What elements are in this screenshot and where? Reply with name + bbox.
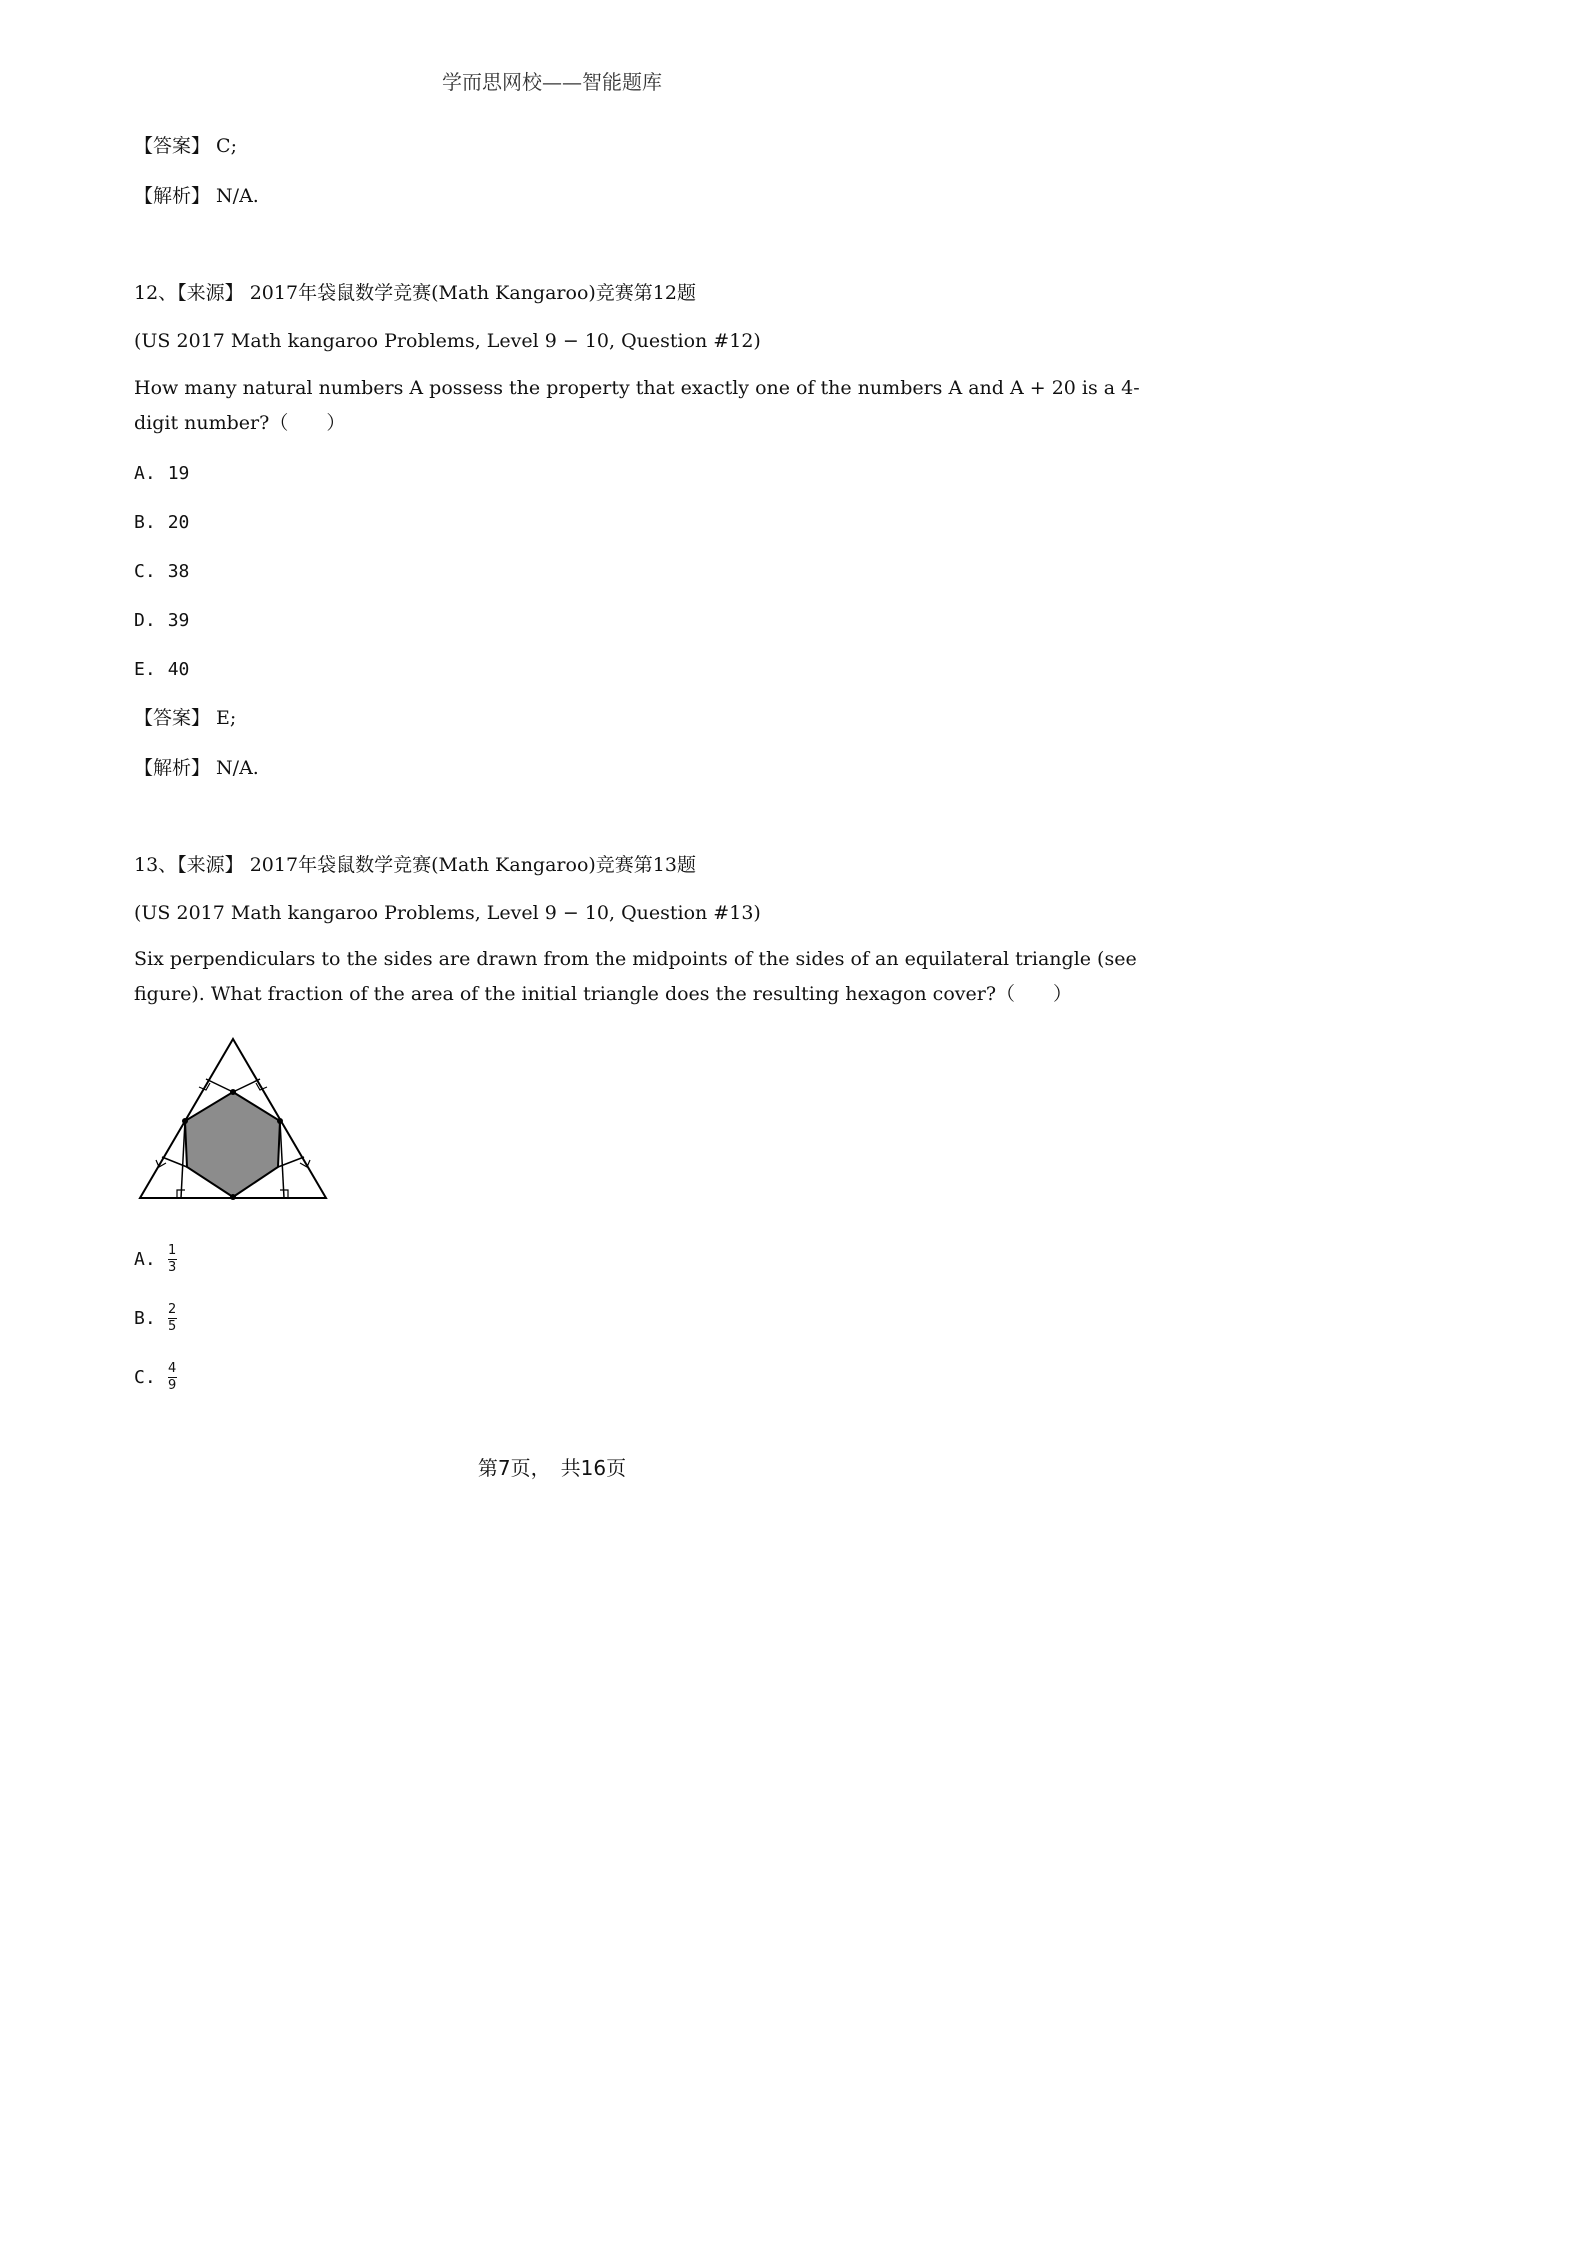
question-12-text-line-2: digit number?（ ） bbox=[134, 412, 346, 434]
question-12-text-line-1: How many natural numbers A possess the property that exactly one of the numbers A and A + 20 is a 4- bbox=[134, 377, 1140, 399]
fraction bbox=[168, 1362, 177, 1393]
previous-analysis: 【解析】 N/A. bbox=[134, 185, 259, 207]
page-header-title: 学而思网校——智能题库 bbox=[442, 70, 662, 94]
option-label: C. bbox=[134, 1366, 156, 1388]
option-label: C. bbox=[134, 561, 156, 582]
numerator: 2 bbox=[168, 1302, 177, 1317]
option-label: B. bbox=[134, 512, 156, 533]
question-12-source: 12、【来源】 2017年袋鼠数学竞赛(Math Kangaroo)竞赛第12题 bbox=[134, 282, 696, 304]
option-value: 20 bbox=[167, 512, 190, 533]
option-label: E. bbox=[134, 659, 156, 680]
option-label: A. bbox=[134, 1248, 156, 1270]
denominator: 9 bbox=[168, 1378, 177, 1393]
question-12-option-d bbox=[134, 608, 189, 633]
option-label: B. bbox=[134, 1307, 156, 1329]
previous-answer: 【答案】 C; bbox=[134, 135, 237, 157]
question-13-option-b bbox=[134, 1303, 177, 1334]
question-13-option-c bbox=[134, 1362, 177, 1393]
question-12-option-b bbox=[134, 510, 189, 535]
question-13-source: 13、【来源】 2017年袋鼠数学竞赛(Math Kangaroo)竞赛第13题 bbox=[134, 854, 696, 876]
option-label: A. bbox=[134, 463, 156, 484]
fraction bbox=[168, 1303, 177, 1334]
question-12-analysis: 【解析】 N/A. bbox=[134, 757, 259, 779]
option-label: D. bbox=[134, 610, 156, 631]
numerator: 4 bbox=[168, 1361, 177, 1376]
option-value: 38 bbox=[167, 561, 190, 582]
numerator: 1 bbox=[168, 1243, 177, 1258]
option-value: 19 bbox=[167, 463, 190, 484]
denominator: 5 bbox=[168, 1319, 177, 1334]
option-value: 39 bbox=[167, 610, 190, 631]
page-footer-number: 第7页， 共16页 bbox=[477, 1456, 627, 1480]
hexagon-triangle-figure bbox=[136, 1034, 330, 1204]
question-13-text-line-2: figure). What fraction of the area of the initial triangle does the resulting hexagon cover?（ ） bbox=[134, 983, 1073, 1005]
question-12-option-a bbox=[134, 461, 189, 486]
question-12-option-c bbox=[134, 559, 189, 584]
fraction bbox=[168, 1244, 177, 1275]
question-12-subtitle: (US 2017 Math kangaroo Problems, Level 9 − 10, Question #12) bbox=[134, 330, 761, 352]
option-value: 40 bbox=[167, 659, 190, 680]
question-13-option-a bbox=[134, 1244, 177, 1275]
denominator: 3 bbox=[168, 1260, 177, 1275]
question-13-text-line-1: Six perpendiculars to the sides are drawn from the midpoints of the sides of an equilateral triangle (see bbox=[134, 948, 1137, 970]
question-12-option-e bbox=[134, 657, 189, 682]
hexagon-shape bbox=[185, 1092, 280, 1197]
question-13-subtitle: (US 2017 Math kangaroo Problems, Level 9 − 10, Question #13) bbox=[134, 902, 761, 924]
question-12-answer: 【答案】 E; bbox=[134, 707, 237, 729]
